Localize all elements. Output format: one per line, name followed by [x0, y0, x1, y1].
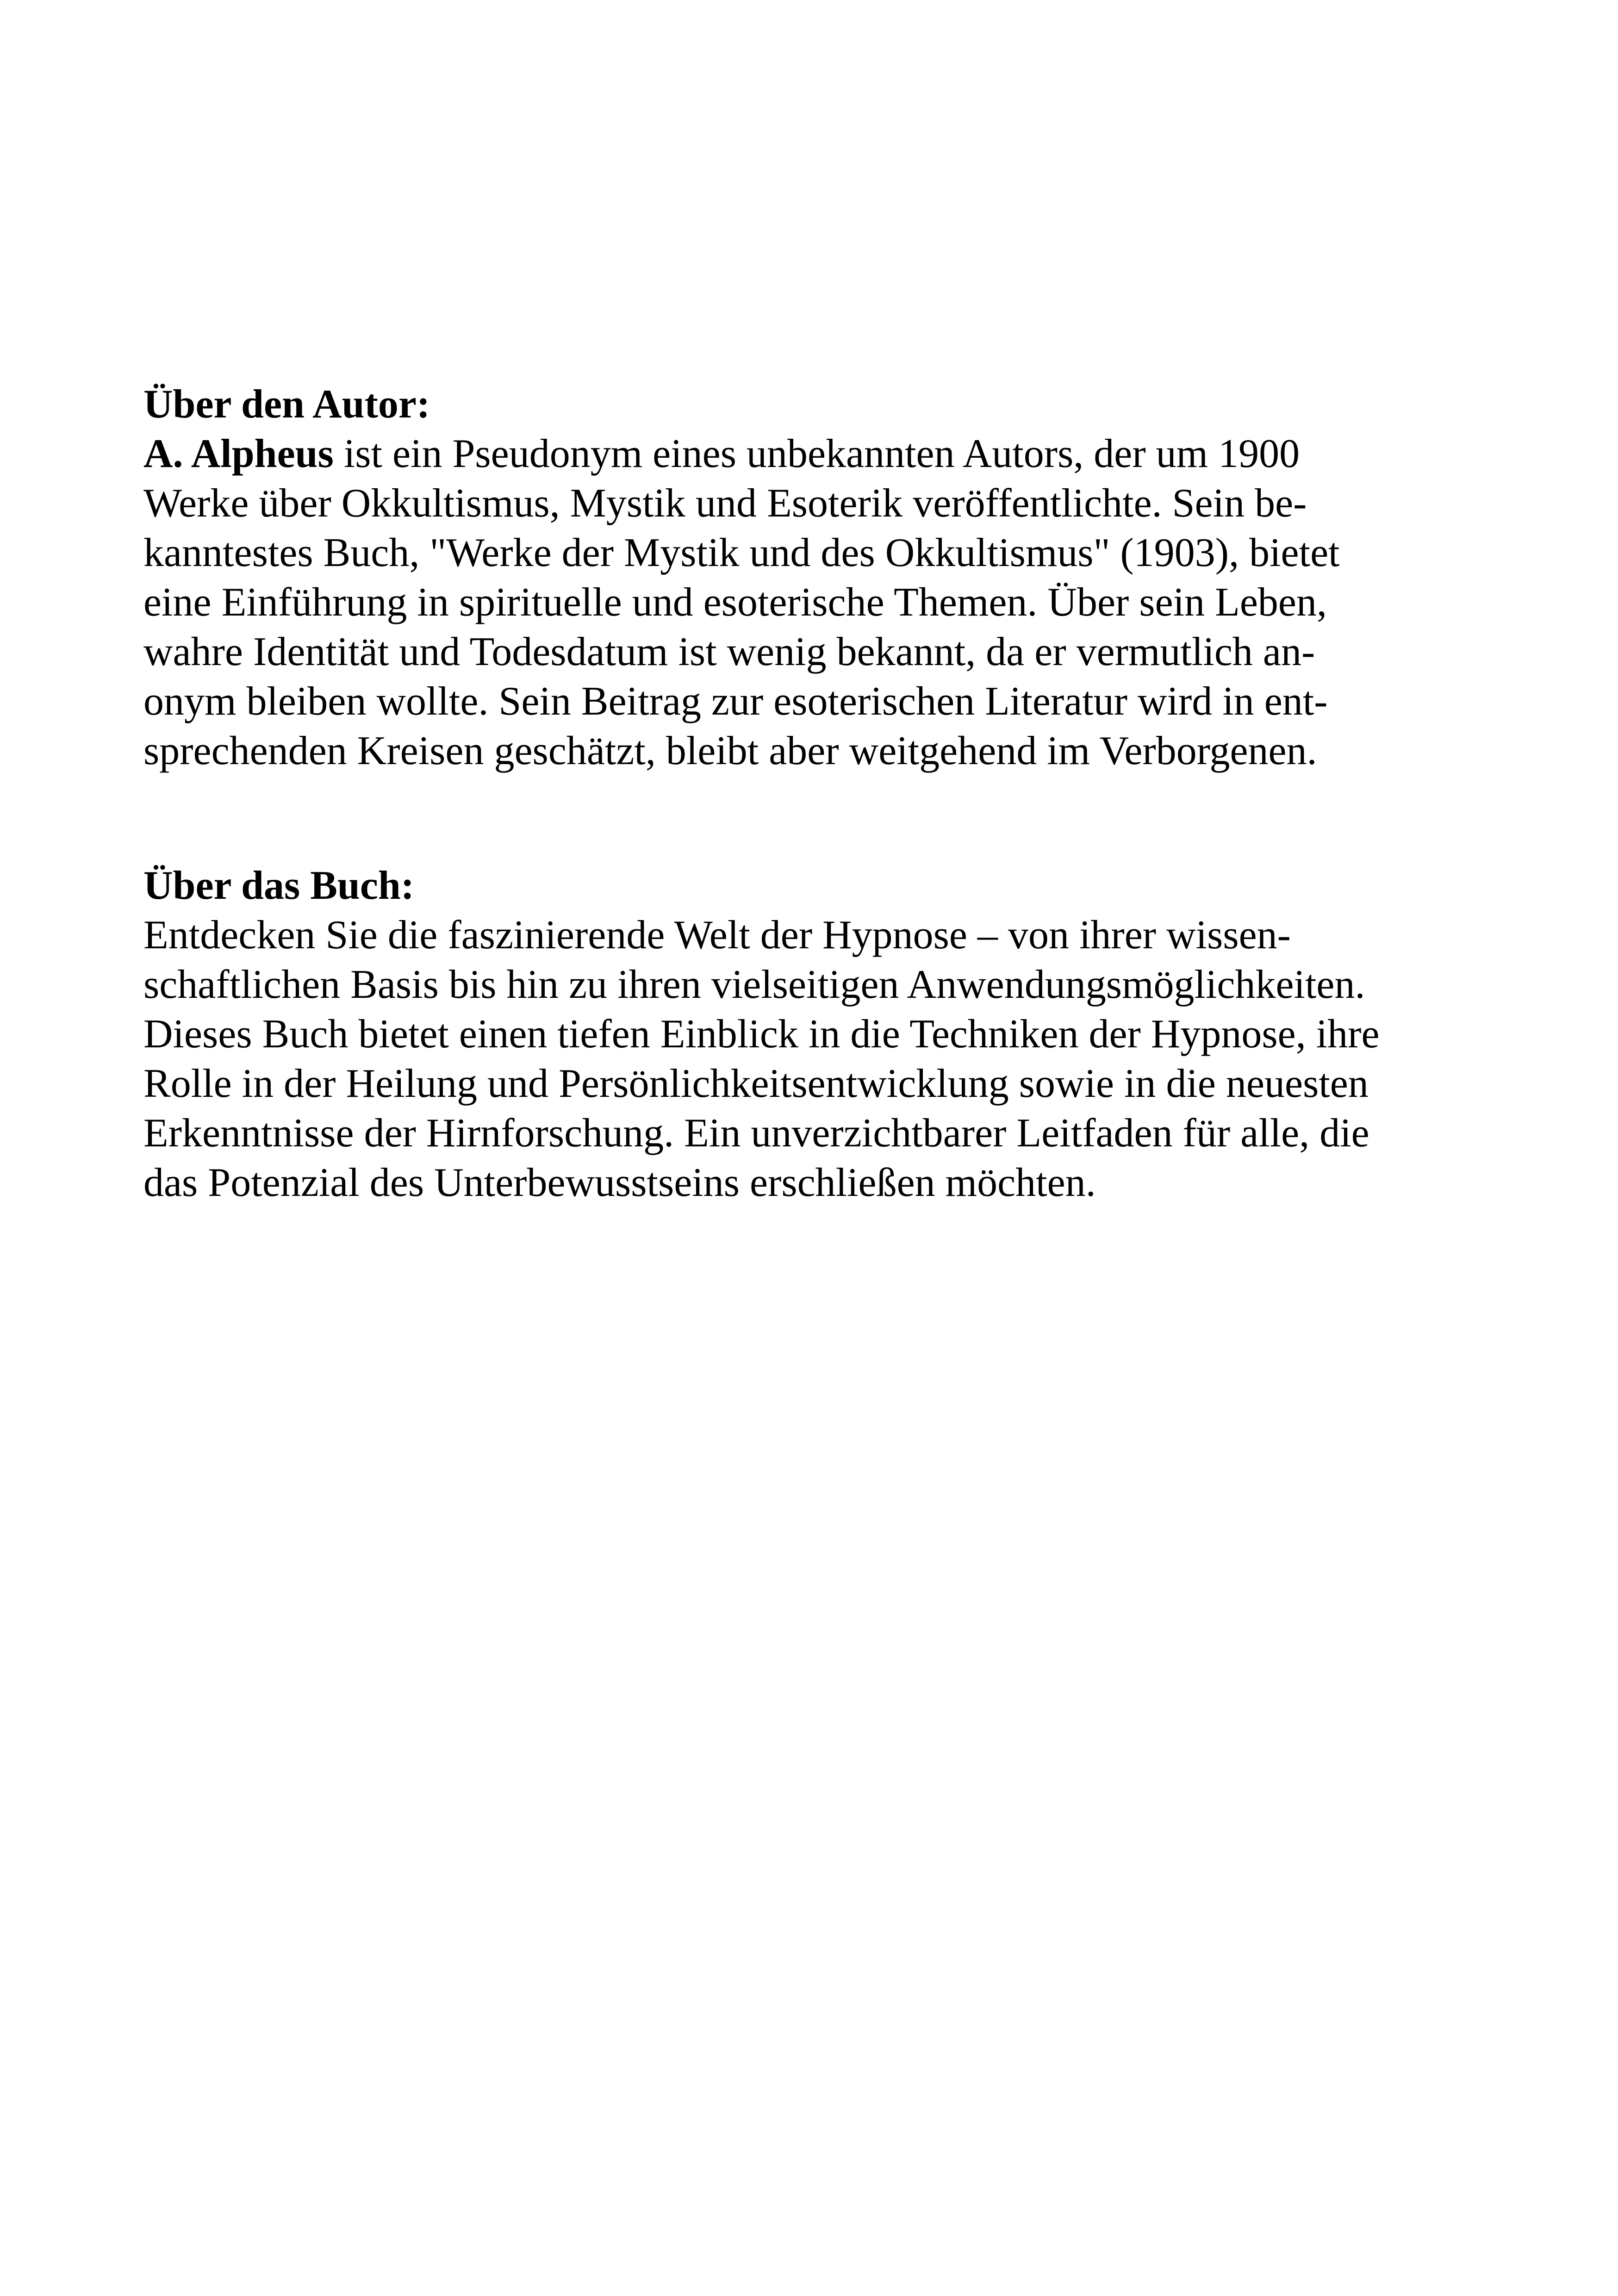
author-intro-rest: ist ein Pseudonym eines unbekannten Autors, der um 1900	[333, 431, 1300, 476]
author-intro-line	[143, 429, 1486, 479]
book-text-line: Dieses Buch bietet einen tiefen Einblick in die Techniken der Hypnose, ihre	[143, 1012, 1380, 1057]
author-text-line: eine Einführung in spirituelle und esoterische Themen. Über sein Leben,	[143, 580, 1327, 625]
book-text-line: Rolle in der Heilung und Persönlichkeitsentwicklung sowie in die neuesten	[143, 1061, 1369, 1106]
author-name: A. Alpheus	[143, 431, 334, 476]
about-book-heading: Über das Buch:	[143, 863, 415, 908]
about-book-section	[143, 861, 1486, 1207]
author-text-line: onym bleiben wollte. Sein Beitrag zur esoterischen Literatur wird in ent-	[143, 679, 1328, 724]
author-text-line: kanntestes Buch, "Werke der Mystik und des Okkultismus" (1903), bietet	[143, 530, 1340, 575]
book-text-line: Erkenntnisse der Hirnforschung. Ein unverzichtbarer Leitfaden für alle, die	[143, 1111, 1369, 1156]
book-text-line: Entdecken Sie die faszinierende Welt der Hypnose – von ihrer wissen-	[143, 913, 1291, 958]
about-author-section	[143, 380, 1486, 776]
book-text-line: das Potenzial des Unterbewusstseins erschließen möchten.	[143, 1160, 1096, 1205]
author-text-line: sprechenden Kreisen geschätzt, bleibt aber weitgehend im Verborgenen.	[143, 728, 1317, 773]
author-text-line: Werke über Okkultismus, Mystik und Esoterik veröffentlichte. Sein be-	[143, 481, 1307, 526]
book-text-line: schaftlichen Basis bis hin zu ihren vielseitigen Anwendungsmöglichkeiten.	[143, 962, 1365, 1007]
about-author-heading: Über den Autor:	[143, 382, 430, 427]
author-text-line: wahre Identität und Todesdatum ist wenig bekannt, da er vermutlich an-	[143, 629, 1315, 674]
